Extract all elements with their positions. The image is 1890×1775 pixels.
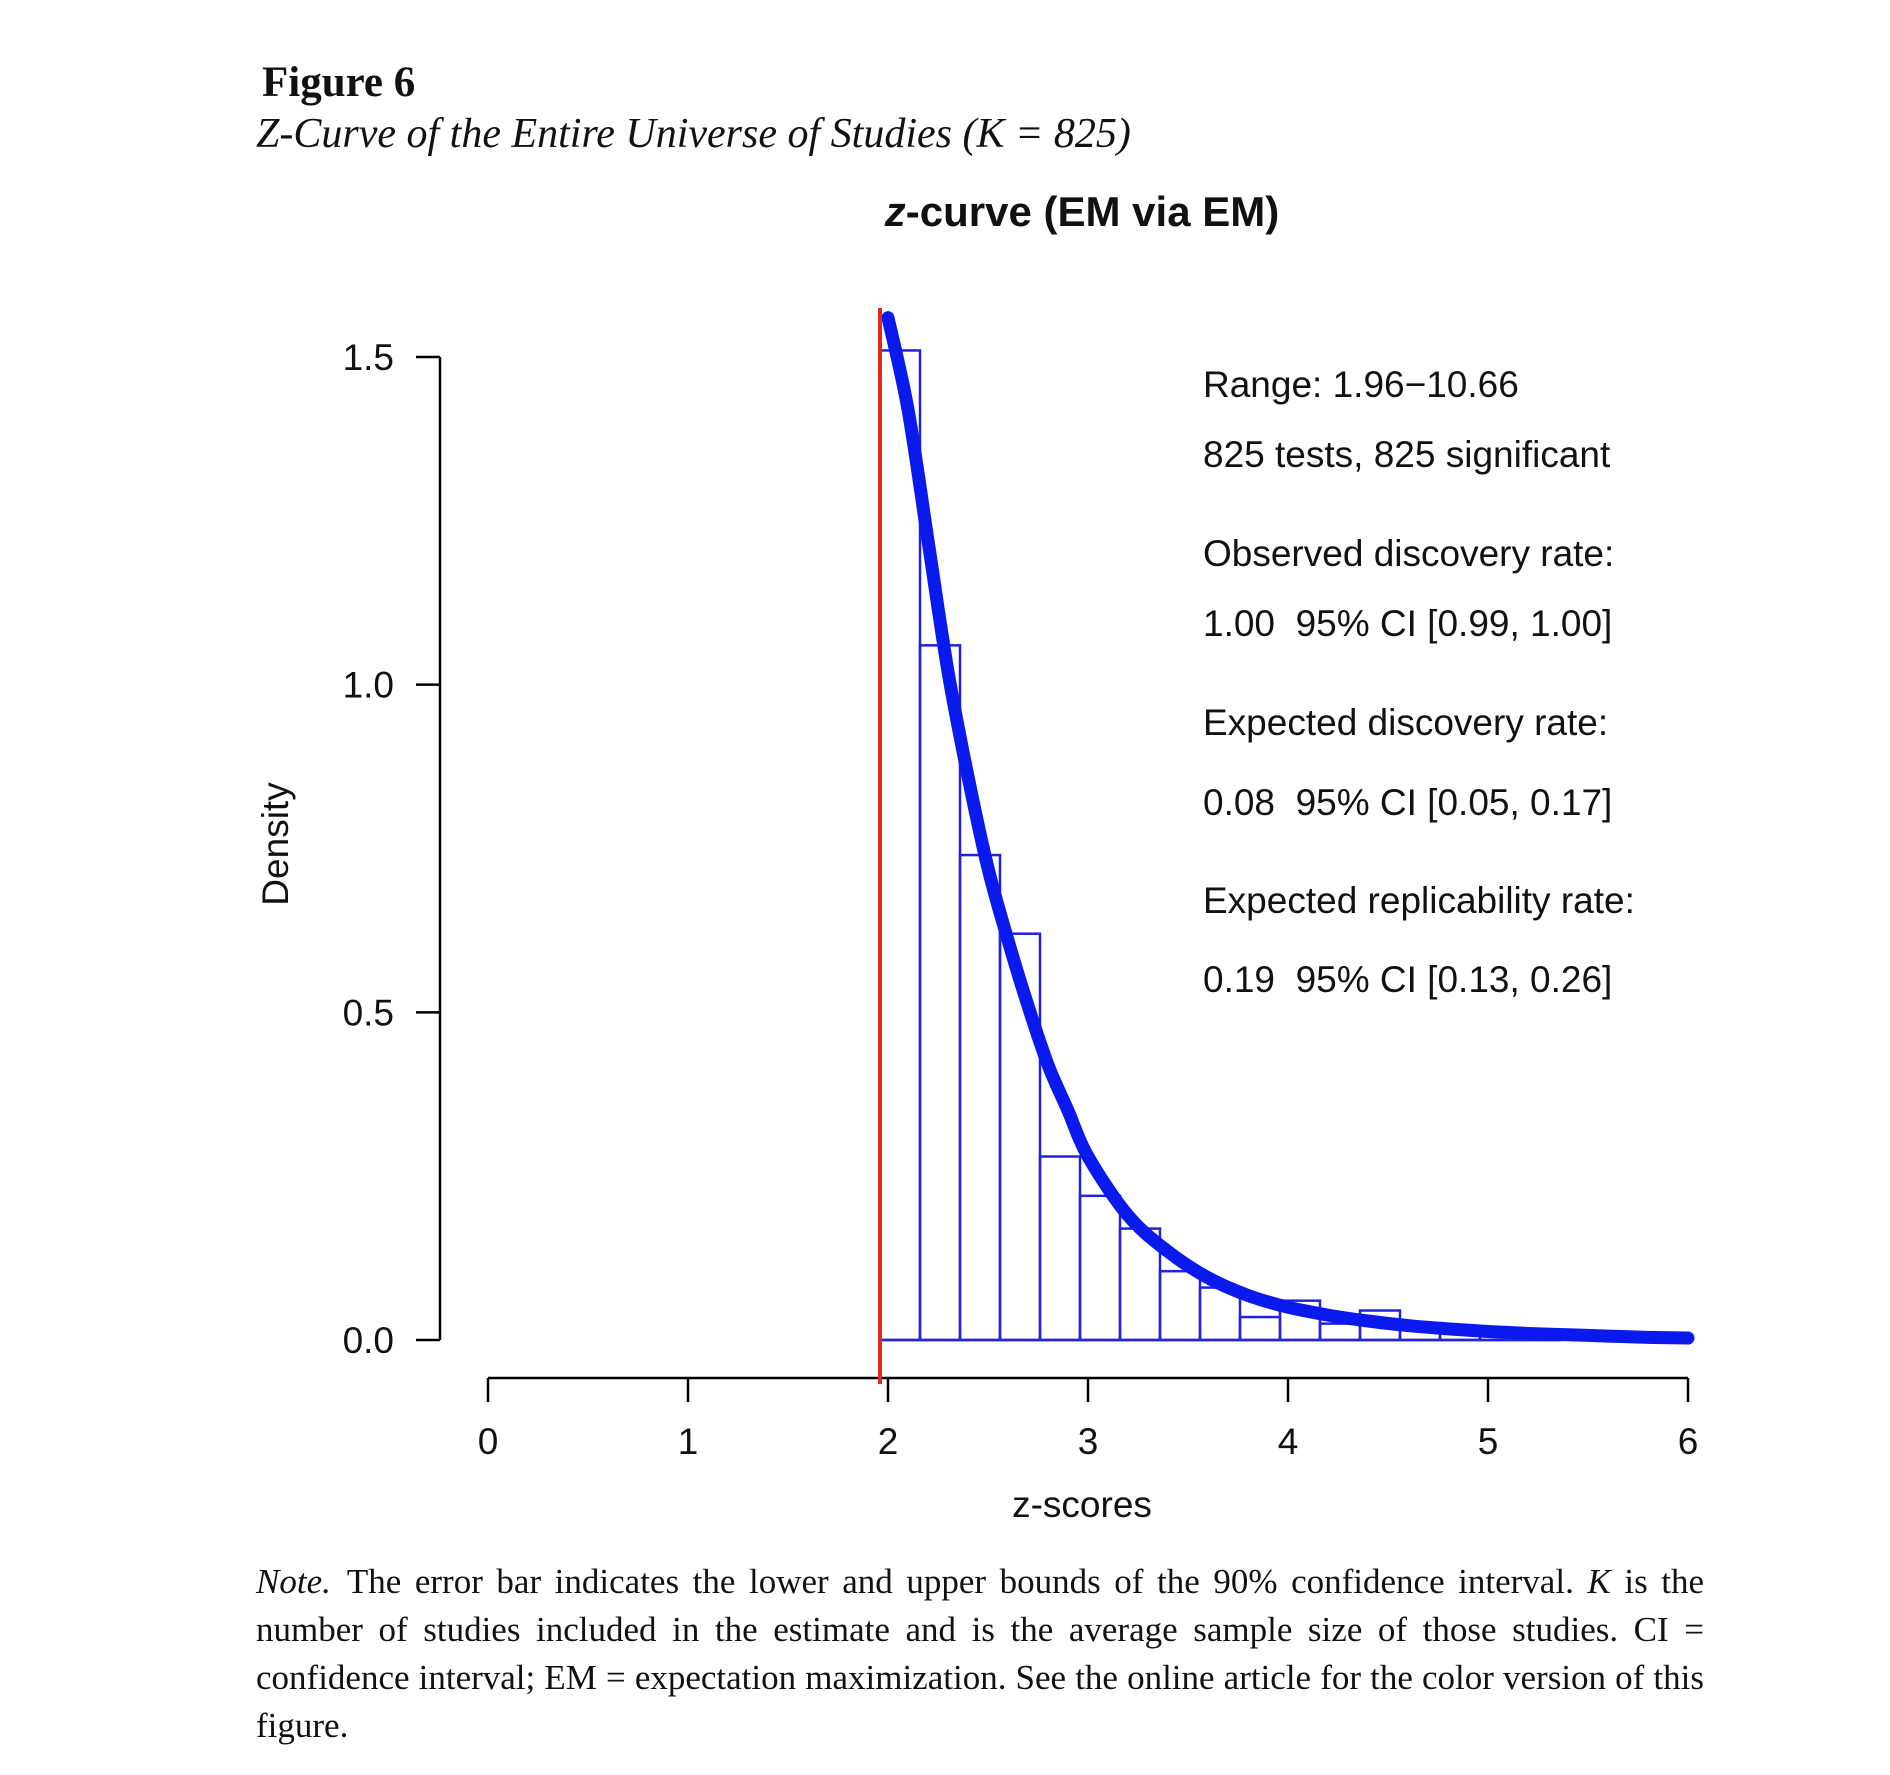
histogram-bar <box>1320 1324 1360 1340</box>
figure-note <box>256 1558 1704 1750</box>
histogram-bar <box>1240 1317 1280 1340</box>
histogram-bar <box>1160 1271 1200 1340</box>
histogram-bar <box>1040 1157 1080 1340</box>
x-tick-label: 2 <box>877 1421 899 1462</box>
note-label: Note. <box>256 1562 331 1601</box>
histogram-bar <box>960 855 1000 1340</box>
y-tick-label: 0.0 <box>342 1320 394 1361</box>
annotation-edr-value: 0.08 95% CI [0.05, 0.17] <box>1203 782 1613 823</box>
annotation-err-label: Expected replicability rate: <box>1203 880 1635 921</box>
annotation-edr-label: Expected discovery rate: <box>1203 702 1609 743</box>
y-tick-label: 1.0 <box>342 664 394 706</box>
fit-statistics <box>1203 364 1635 1000</box>
figure-caption: Z-Curve of the Entire Universe of Studies (K = 825) <box>256 111 1131 157</box>
annotation-err-value: 0.19 95% CI [0.13, 0.26] <box>1203 959 1613 1000</box>
chart-title: z-curve (EM via EM) <box>884 188 1280 235</box>
x-tick-label: 1 <box>677 1421 699 1462</box>
x-tick-label: 5 <box>1477 1421 1499 1462</box>
x-axis <box>478 1378 1699 1462</box>
y-tick-label: 1.5 <box>342 337 394 378</box>
histogram-bar <box>880 350 920 1340</box>
note-text-after-k: is the number of studies included in the estimate and is the average sample size of those studies. CI = confidence interval; EM = expectation maximization. See the online article for the color version of this figure. <box>256 1562 1705 1745</box>
y-axis-label: Density <box>255 782 296 906</box>
y-axis <box>343 337 440 1361</box>
x-tick-label: 3 <box>1077 1421 1099 1462</box>
annotation-odr-value: 1.00 95% CI [0.99, 1.00] <box>1203 603 1613 644</box>
x-tick-label: 4 <box>1277 1421 1299 1462</box>
histogram-bar <box>920 645 960 1340</box>
x-axis-label: z-scores <box>1012 1484 1152 1525</box>
histogram-bar <box>1080 1196 1120 1340</box>
x-tick-label: 6 <box>1677 1421 1699 1462</box>
annotation-tests: 825 tests, 825 significant <box>1203 434 1611 475</box>
note-text-before-k: The error bar indicates the lower and upper bounds of the 90% confidence interval. <box>346 1562 1574 1601</box>
x-tick-label: 0 <box>477 1421 499 1462</box>
note-k-symbol: K <box>1587 1562 1611 1601</box>
annotation-range: Range: 1.96−10.66 <box>1203 364 1519 405</box>
y-tick-label: 0.5 <box>342 992 394 1034</box>
figure-label: Figure 6 <box>262 59 416 106</box>
annotation-odr-label: Observed discovery rate: <box>1203 533 1615 574</box>
